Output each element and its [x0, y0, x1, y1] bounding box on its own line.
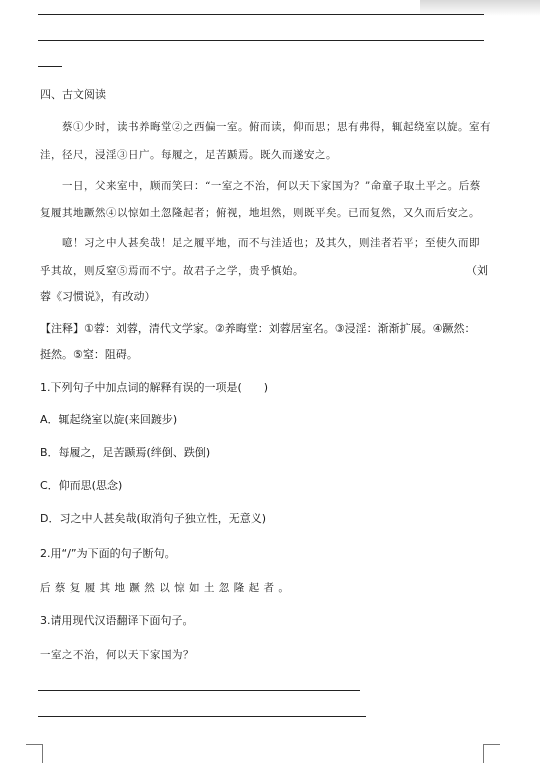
passage-line: 一日，父来室中，顾而笑曰：“一室之不治，何以天下家国为？”命童子取土平之。后蔡 [40, 180, 481, 192]
answer-line [38, 716, 366, 717]
answer-line [38, 14, 484, 15]
passage-line: 洼，径尺，浸淫③日广。每履之，足苦踬焉。既久而遂安之。 [40, 149, 337, 161]
answer-line [38, 66, 62, 67]
question-3-stem: 3.请用现代汉语翻译下面句子。 [40, 614, 194, 627]
option-d: D．习之中人甚矣哉(取消句子独立性，无意义) [40, 512, 267, 525]
passage-line: 噫！习之中人甚矣哉！足之履平地，而不与洼适也；及其久，则洼者若平；至使久而即 [40, 237, 480, 249]
corner-mark [26, 744, 43, 763]
section-title: 四、古文阅读 [40, 88, 106, 101]
answer-line [38, 40, 484, 41]
passage-line: 蔡①少时，读书养晦堂②之西偏一室。俯而读，仰而思；思有弗得，辄起绕室以旋。室有 [40, 121, 491, 133]
source-paren: （刘 [466, 264, 488, 277]
question-1-stem: 1.下列句子中加点词的解释有误的一项是( ) [40, 381, 269, 394]
punctuation-sentence: 后蔡复履其地蹶然以惊如土忽隆起者。 [40, 582, 294, 594]
notes-line: 【注释】①蓉：刘蓉，清代文学家。②养晦堂：刘蓉居室名。③浸淫：渐渐扩展。④蹶然： [40, 322, 476, 335]
passage-line: 复履其地蹶然④以惊如土忽隆起者；俯视，地坦然，则既平矣。已而复然，又久而后安之。 [40, 207, 480, 219]
notes-line: 挺然。⑤窒：阻碍。 [40, 348, 138, 361]
passage-line: 乎其故，则反窒⑤焉而不宁。故君子之学，贵乎慎始。 [40, 265, 304, 277]
option-a: A．辄起绕室以旋(来回踱步) [40, 413, 178, 426]
translation-sentence: 一室之不治，何以天下家国为？ [40, 649, 194, 661]
option-b: B．每履之，足苦踬焉(绊倒、跌倒) [40, 446, 211, 459]
question-2-stem: 2.用“/”为下面的句子断句。 [40, 547, 176, 560]
source-citation: 蓉《习惯说》，有改动） [40, 290, 156, 303]
corner-mark [483, 744, 500, 763]
option-c: C．仰而思(思念) [40, 479, 123, 492]
answer-line [38, 690, 360, 691]
